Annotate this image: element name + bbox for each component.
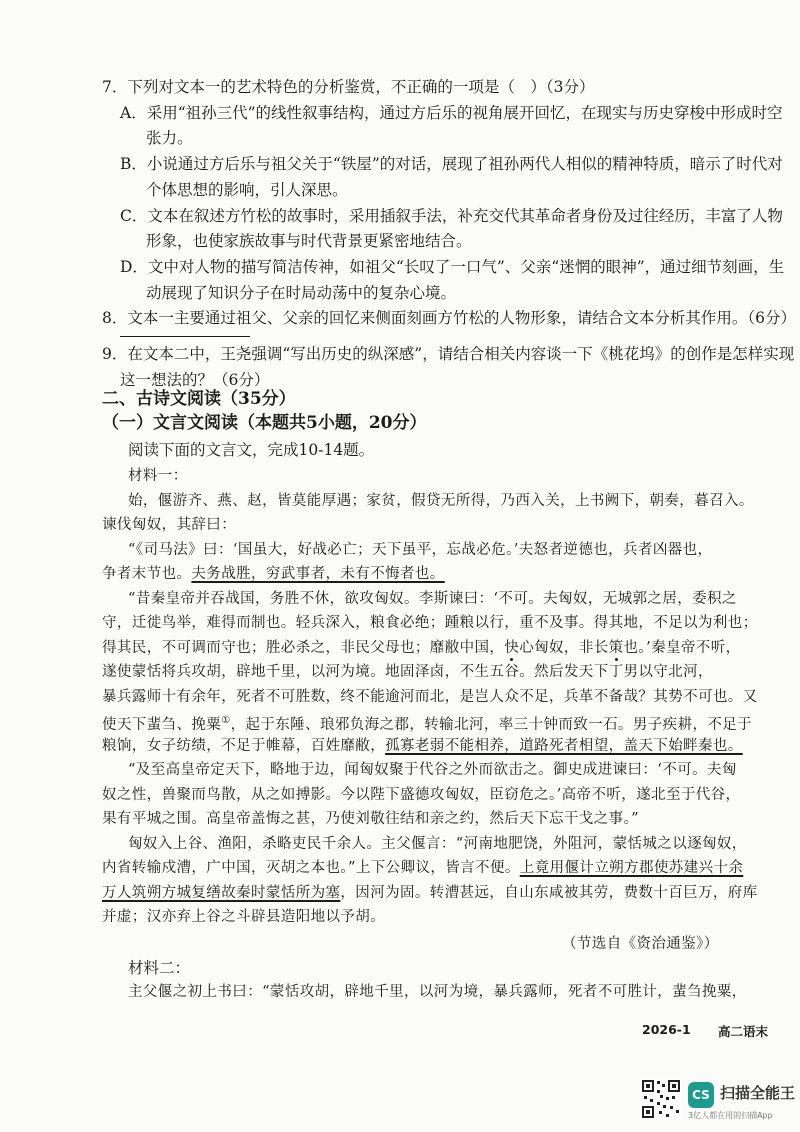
question-8-stem: 8．文本一主要通过祖父、父亲的回忆来侧面刻画方竹松的人物形象，请结合文本分析其作用。（6分） [102,309,796,327]
passage-line: 遂使蒙恬将兵攻胡，辟地千里，以河为境。地固泽卤，不生五谷。然后发天下丁男以守北河， [102,664,713,680]
passage-line [102,711,752,735]
camscanner-name: 扫描全能王 [720,1084,796,1102]
underlined-sentence: 万人筑朔方城复缮故秦时蒙恬所为塞 [102,885,341,901]
question-7-stem: 7．下列对文本一的艺术特色的分析鉴赏，不正确的一项是（ ）（3分） [102,78,595,96]
passage-line: 守，迁徙鸟举，难得而制也。轻兵深入，粮食必绝；踵粮以行，重不及事。得其地，不足以为利也； [102,615,758,631]
underlined-sentence: 上竟用偃计立朔方郡使苏建兴十余 [519,860,744,876]
passage-line [102,564,445,584]
option-b-line-2: 个体思想的影响，引人深思。 [146,181,348,199]
passage-line: 果有平城之围。高皇帝盖悔之甚，乃使刘敬往结和亲之约，然后天下忘干戈之事。” [102,811,639,827]
passage-line: 并虚；汉亦弃上谷之斗辟县造阳地以予胡。 [102,909,386,925]
passage-text: 也。’秦皇帝不听， [623,640,741,656]
answer-blank [120,336,250,337]
option-b-line-1: B．小说通过方后乐与祖父关于“铁屋”的对话，展现了祖孙两代人相似的精神特质，暗示了时代对 [120,155,783,173]
underlined-sentence: 孤寡老弱不能相养，道路死者相望，盖天下始畔秦也。 [385,738,743,754]
qr-code-icon [640,1078,682,1120]
camscanner-logo: CS [688,1082,714,1108]
passage-line [102,858,743,878]
option-c-line-2: 形象，也使家族故事与时代背景更紧密地结合。 [146,232,472,250]
option-a-line-1: A．采用“祖孙三代”的线性叙事结构，通过方后乐的视角展开回忆，在现实与历史穿梭中形成时空 [120,104,783,122]
passage-line [102,883,758,903]
passage-line: 主父偃之初上书曰：“蒙恬攻胡，辟地千里，以河为境，暴兵露师，死者不可胜计，蜚刍挽粟， [128,984,747,1000]
exam-code: 2026-1 [642,1022,691,1037]
passage-text: 内省转输戍漕，广中国，灭胡之本也。”上下公卿议，皆言不便。 [102,860,520,876]
option-d-line-1: D．文中对人物的描写简洁传神，如祖父“长叹了一口气”、父亲“迷惘的眼神”，通过细节刻画，生 [120,258,785,276]
passage-line: 始，偃游齐、燕、赵，皆莫能厚遇；家贫，假贷无所得，乃西入关，上书阙下，朝奏，暮召入。 [128,493,754,509]
passage-line [102,736,743,756]
passage-line: 谏伐匈奴，其辞曰： [102,517,237,533]
option-c-line-1: C．文本在叙述方竹松的故事时，采用插叙手法，补充交代其革命者身份及过往经历，丰富了人物 [120,207,783,225]
footnote-marker: ① [221,715,231,726]
material-2-label: 材料二： [128,959,191,977]
option-d-line-2: 动展现了知识分子在时局动荡中的复杂心境。 [146,284,457,302]
passage-line [102,638,741,658]
camscanner-tagline: 3亿人都在用的扫描App [688,1111,773,1120]
section-title: 二、古诗文阅读（35分） [102,389,296,409]
material-1-label: 材料一： [128,468,188,484]
passage-text: ，因河为固。转漕甚远，自山东咸被其劳，费数十百巨万，府库 [340,885,758,901]
underlined-sentence: 夫务战胜，穷武事者，未有不悔者也。 [191,566,445,582]
subsection-title: （一）文言文阅读（本题共5小题，20分） [102,413,427,433]
scanner-watermark [640,1078,800,1124]
passage-line: 暴兵露师十有余年，死者不可胜数，终不能逾河而北，是岂人众不足，兵革不备哉？其势不可也。又 [102,689,758,705]
passage-line: “昔秦皇帝并吞战国，务胜不休，欲攻匈奴。李斯谏曰：‘不可。夫匈奴，无城郭之居，委积之 [128,591,737,607]
dotted-character: 快 [504,640,520,656]
passage-line: 匈奴入上谷、渔阳，杀略吏民千余人。主父偃言：“河南地肥饶，外阻河，蒙恬城之以逐匈奴， [128,836,747,852]
passage-text: 得其民，不可调而守也；胜必杀之，非民父母也；靡敝中国， [102,640,505,656]
passage-text: 心匈奴，非长 [519,640,609,656]
question-9-line-1: 9．在文本二中，王尧强调“写出历史的纵深感”，请结合相关内容谈一下《桃花坞》的创作是怎样实现 [102,345,795,363]
exam-subject: 高二语末 [718,1024,769,1039]
passage-line: 奴之性，兽聚而鸟散，从之如搏影。今以陛下盛德攻匈奴，臣窃危之。’高帝不听，遂北至于代谷， [102,787,741,803]
option-a-line-2: 张力。 [146,129,193,147]
question-9-line-2: 这一想法的？（6分） [120,371,270,389]
passage-text: ，起于东陲、琅邪负海之郡，转输北河，率三十钟而致一石。男子疾耕，不足于 [230,716,753,733]
passage-text: 使天下蜚刍、挽粟 [102,716,222,733]
passage-text: 争者末节也。 [102,566,192,582]
passage-text: 粮饷，女子纺绩，不足于帷幕，百姓靡敝， [102,738,386,754]
dotted-character: 策 [608,640,624,656]
source-citation: （节选自《资治通鉴》） [562,936,719,952]
passage-line: “及至高皇帝定天下，略地于边，闻匈奴聚于代谷之外而欲击之。御史成进谏曰：‘不可。夫匈 [128,762,737,778]
reading-instruction: 阅读下面的文言文，完成10-14题。 [128,441,375,459]
passage-line: “《司马法》曰：‘国虽大，好战必亡；天下虽平，忘战必危。’夫怒者逆德也，兵者凶器也， [128,542,713,558]
